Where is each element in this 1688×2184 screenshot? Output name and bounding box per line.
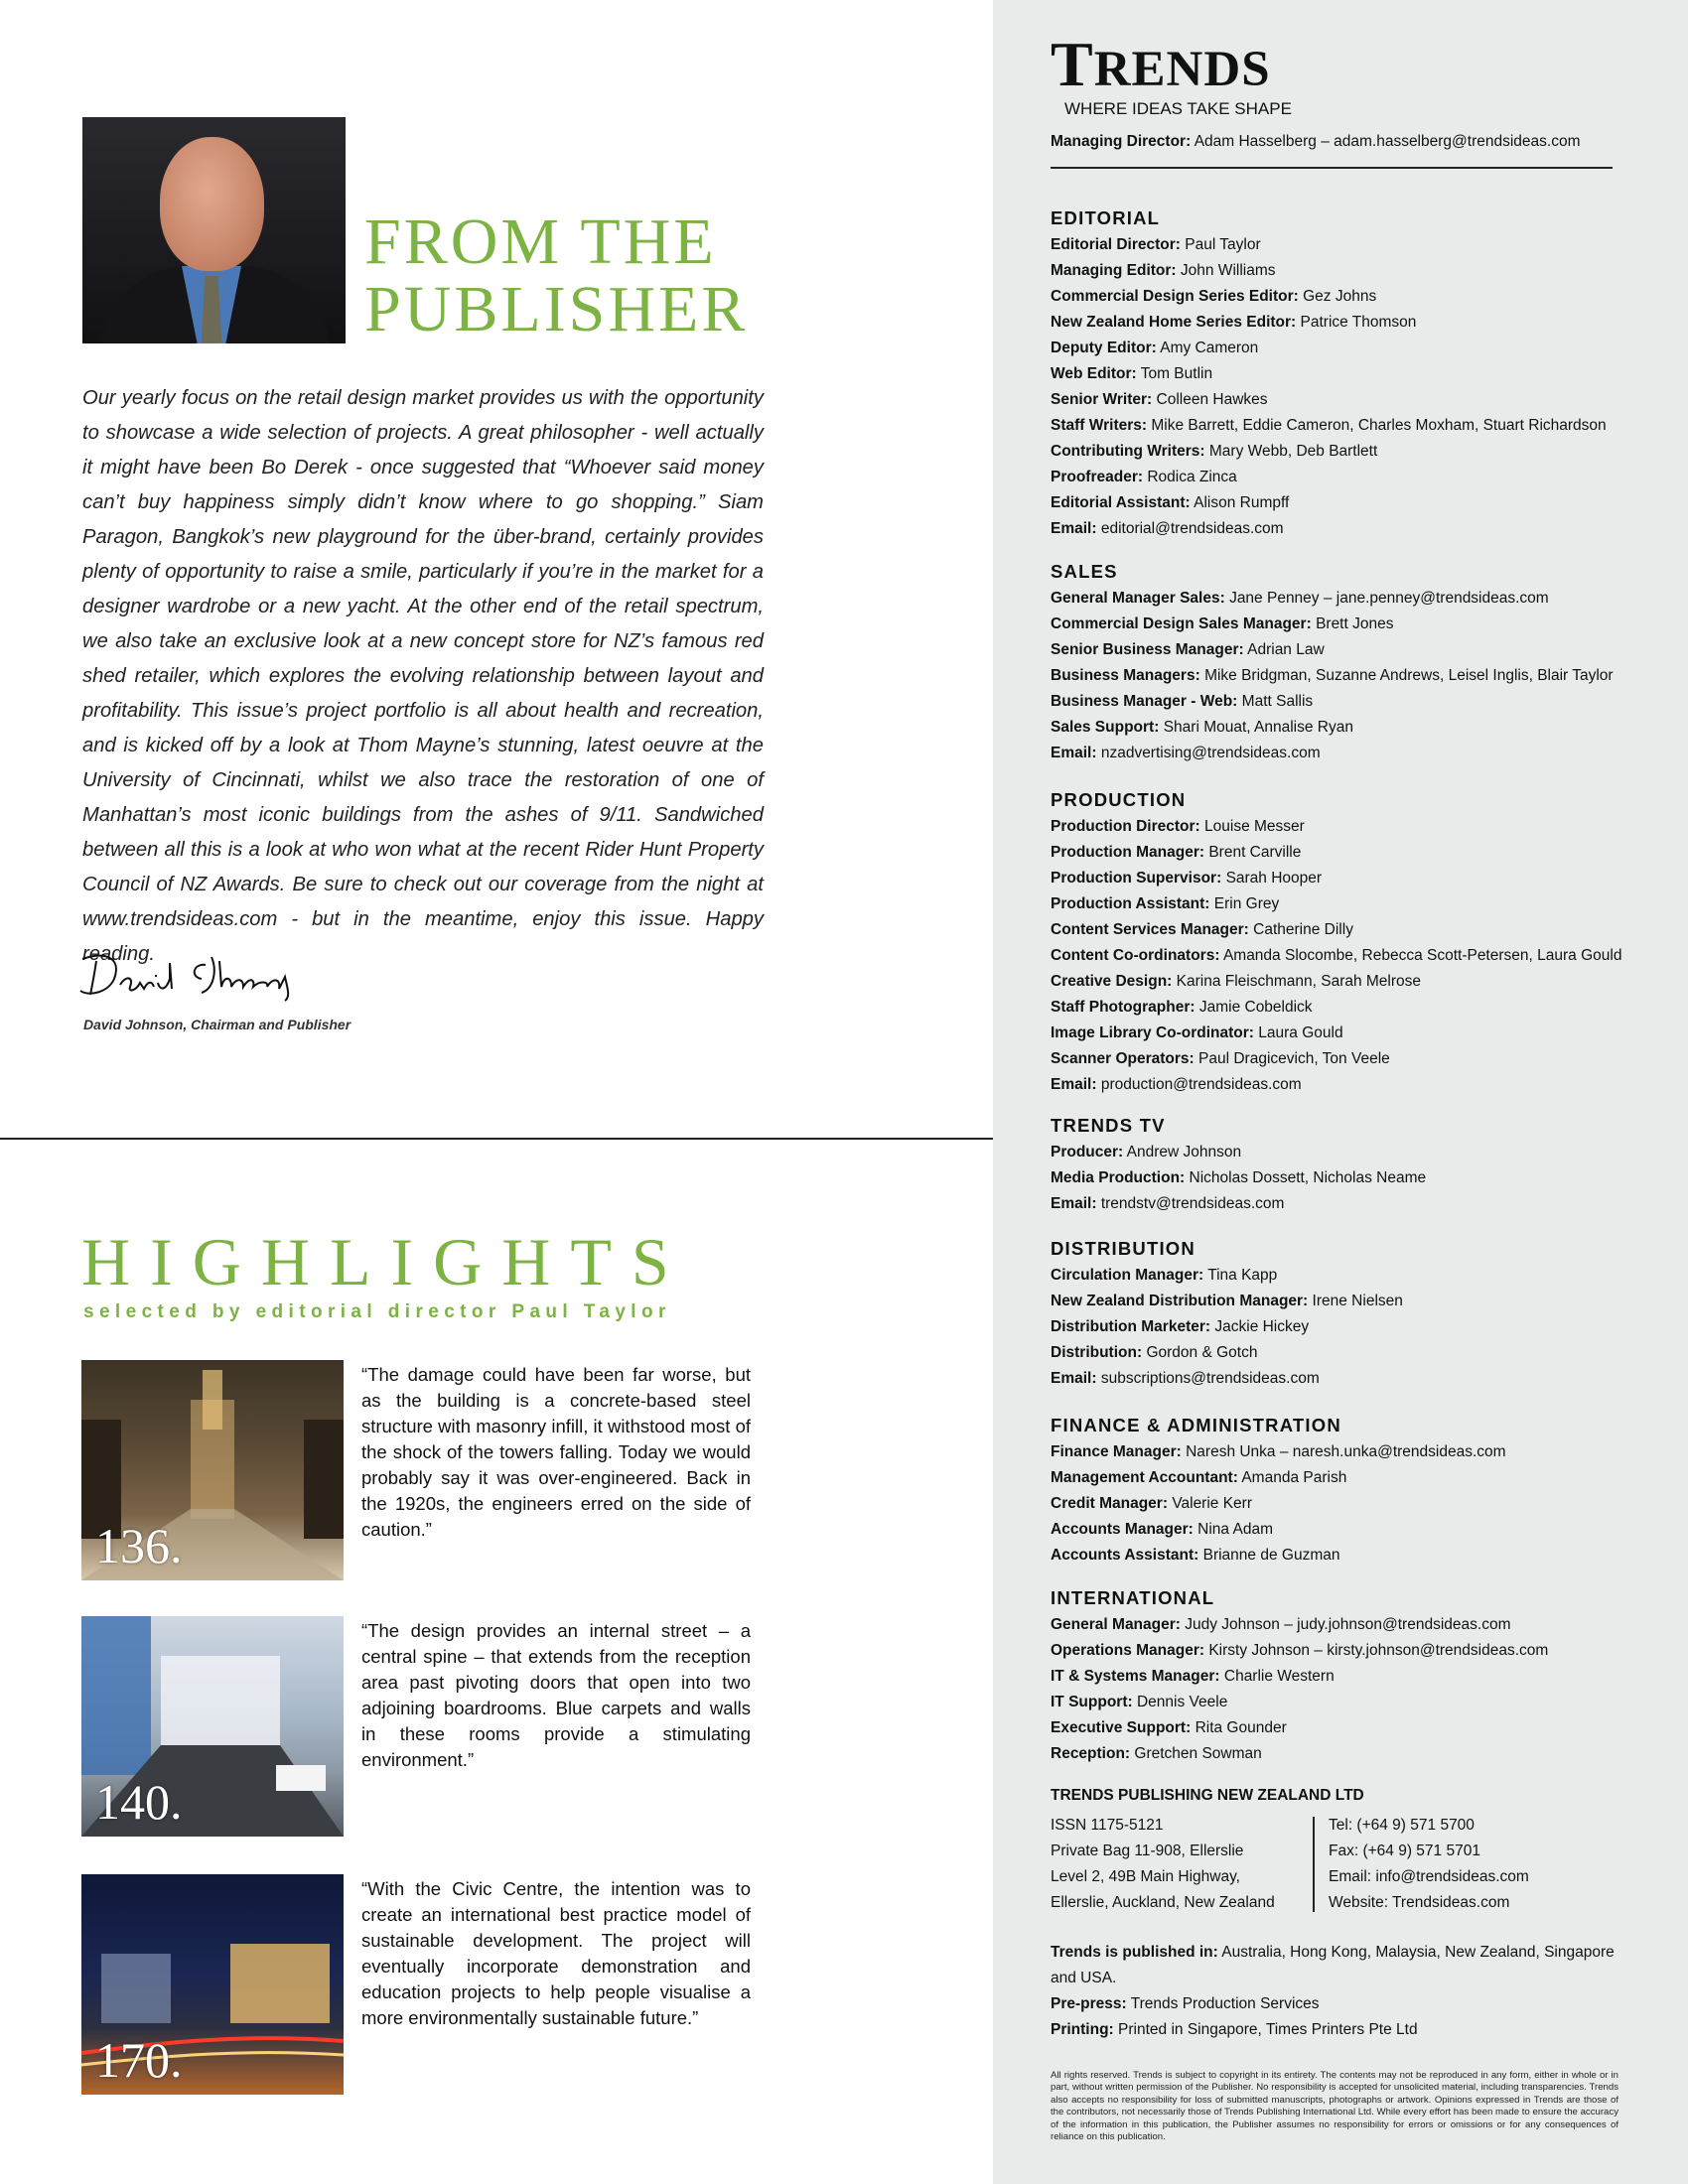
row-value: Jackie Hickey — [1214, 1318, 1310, 1335]
row-value: Gordon & Gotch — [1146, 1344, 1258, 1361]
masthead-row — [1051, 715, 1646, 741]
row-label: Web Editor: — [1051, 365, 1137, 382]
masthead-row — [1051, 1289, 1646, 1314]
row-value: editorial@trendsideas.com — [1100, 520, 1284, 537]
row-value: Paul Dragicevich, Ton Veele — [1198, 1050, 1390, 1067]
section-heading: TRENDS TV — [1051, 1115, 1166, 1136]
address-line: Ellerslie, Auckland, New Zealand — [1051, 1894, 1275, 1911]
row-label: Commercial Design Sales Manager: — [1051, 615, 1312, 632]
masthead-row — [1051, 814, 1646, 840]
row-value: trendstv@trendsideas.com — [1100, 1195, 1285, 1212]
highlights-title: HIGHLIGHTS — [81, 1224, 689, 1299]
row-label: Staff Photographer: — [1051, 999, 1196, 1016]
contact-line: Email: info@trendsideas.com — [1329, 1868, 1529, 1885]
publication-info — [1051, 1940, 1617, 2043]
masthead-row — [1051, 917, 1646, 943]
row-label: Deputy Editor: — [1051, 340, 1157, 356]
section-heading: INTERNATIONAL — [1051, 1587, 1215, 1608]
highlights-subtitle: selected by editorial director Paul Taylor — [83, 1301, 671, 1322]
row-label: Senior Writer: — [1051, 391, 1153, 408]
row-value: Gez Johns — [1303, 288, 1377, 305]
masthead-row — [1051, 439, 1646, 465]
title-line-1: FROM THE — [364, 205, 717, 278]
section-heading: DISTRIBUTION — [1051, 1238, 1196, 1259]
masthead-row — [1051, 995, 1646, 1021]
row-label: Editorial Assistant: — [1051, 494, 1191, 511]
masthead-row — [1051, 1046, 1646, 1072]
masthead-row — [1051, 866, 1646, 891]
highlight-quote: “With the Civic Centre, the intention was to create an international best practice model of sustainable development. The project will eventually incorporate demonstration and education projects to help people visualise a more environmentally sustainable future.” — [361, 1878, 751, 2028]
masthead-row — [1051, 663, 1646, 689]
masthead-row — [1051, 1140, 1646, 1165]
masthead-row — [1051, 689, 1646, 715]
masthead-rule — [1051, 167, 1613, 169]
row-label: Content Services Manager: — [1051, 921, 1249, 938]
highlight-quote: “The design provides an internal street – a central spine – that extends from the reception area past pivoting doors that open into two adjoining boardrooms. Blue carpets and walls in these rooms provide a stimulating environment.” — [361, 1620, 751, 1770]
row-label: Production Manager: — [1051, 844, 1205, 861]
row-value: Alison Rumpff — [1194, 494, 1290, 511]
row-label: Production Assistant: — [1051, 895, 1210, 912]
masthead-row — [1051, 1191, 1646, 1217]
masthead-row — [1051, 1314, 1646, 1340]
row-label: Senior Business Manager: — [1051, 641, 1244, 658]
row-value: Charlie Western — [1223, 1668, 1335, 1685]
highlight-thumbnail[interactable] — [81, 1616, 344, 1837]
row-label: Managing Editor: — [1051, 262, 1177, 279]
masthead-section-distribution — [1051, 1237, 1646, 1392]
masthead-row — [1051, 1491, 1646, 1517]
row-value: Catherine Dilly — [1253, 921, 1353, 938]
publisher-signature — [74, 941, 372, 1003]
row-value: Louise Messer — [1204, 818, 1305, 835]
row-value: Colleen Hawkes — [1156, 391, 1268, 408]
masthead-row — [1051, 586, 1646, 612]
row-label: Executive Support: — [1051, 1719, 1192, 1736]
row-label: Production Director: — [1051, 818, 1200, 835]
row-value: Andrew Johnson — [1126, 1144, 1242, 1160]
masthead-row — [1051, 1021, 1646, 1046]
masthead-row — [1051, 969, 1646, 995]
row-label: Email: — [1051, 520, 1097, 537]
row-label: Editorial Director: — [1051, 236, 1181, 253]
row-value: Judy Johnson – judy.johnson@trendsideas.com — [1185, 1616, 1511, 1633]
section-divider — [0, 1138, 993, 1140]
masthead-row — [1051, 1439, 1646, 1465]
row-label: Trends is published in: — [1051, 1944, 1218, 1961]
row-value: Nina Adam — [1197, 1521, 1273, 1538]
masthead-row — [1051, 741, 1646, 766]
row-label: New Zealand Distribution Manager: — [1051, 1293, 1309, 1309]
row-label: New Zealand Home Series Editor: — [1051, 314, 1297, 331]
masthead-row — [1051, 637, 1646, 663]
page-number: 170. — [95, 2032, 183, 2088]
page-number: 136. — [95, 1518, 183, 1573]
row-value: Tina Kapp — [1207, 1267, 1278, 1284]
logo-rest: RENDS — [1093, 42, 1271, 97]
contact-line: Fax: (+64 9) 571 5701 — [1329, 1843, 1480, 1859]
row-value: Rodica Zinca — [1147, 469, 1237, 485]
signature-caption: David Johnson, Chairman and Publisher — [83, 1017, 352, 1032]
row-value: Amy Cameron — [1160, 340, 1259, 356]
masthead-section-editorial — [1051, 206, 1646, 542]
row-value: Mary Webb, Deb Bartlett — [1208, 443, 1378, 460]
section-heading: PRODUCTION — [1051, 789, 1187, 810]
masthead-row — [1051, 258, 1646, 284]
published-in — [1051, 1940, 1617, 1991]
row-value: Amanda Slocombe, Rebecca Scott-Petersen, Laura Gould — [1222, 947, 1622, 964]
masthead-row — [1051, 1638, 1646, 1664]
masthead-section-production — [1051, 788, 1646, 1098]
row-value: Australia, Hong Kong, Malaysia, New Zealand, Singapore and USA. — [1051, 1944, 1615, 1986]
highlight-item[interactable] — [81, 1874, 767, 2097]
row-label: Credit Manager: — [1051, 1495, 1168, 1512]
row-label: Production Supervisor: — [1051, 870, 1222, 887]
row-value: Tom Butlin — [1140, 365, 1213, 382]
row-label: Distribution: — [1051, 1344, 1143, 1361]
row-label: Accounts Manager: — [1051, 1521, 1194, 1538]
row-label: Managing Director: — [1051, 133, 1192, 150]
masthead-row — [1051, 361, 1646, 387]
row-value: Mike Barrett, Eddie Cameron, Charles Moxham, Stuart Richardson — [1151, 417, 1607, 434]
row-value: Shari Mouat, Annalise Ryan — [1163, 719, 1353, 736]
row-label: Producer: — [1051, 1144, 1124, 1160]
row-value: Rita Gounder — [1195, 1719, 1287, 1736]
managing-director-line — [1051, 133, 1580, 151]
masthead-row — [1051, 1340, 1646, 1366]
row-value: Brett Jones — [1316, 615, 1394, 632]
row-value: John Williams — [1180, 262, 1276, 279]
address-line: Private Bag 11-908, Ellerslie — [1051, 1843, 1244, 1859]
highlight-quote: “The damage could have been far worse, but as the building is a concrete-based steel structure with masonry infill, it withstood most of the shock of the towers falling. Today we would probably say it was over-engineered. Back in the 1920s, the engineers erred on the side of caution.” — [361, 1364, 751, 1540]
row-value: Dennis Veele — [1136, 1694, 1228, 1710]
highlight-item[interactable] — [81, 1616, 767, 1839]
row-label: Email: — [1051, 1370, 1097, 1387]
address-divider — [1313, 1817, 1315, 1912]
prepress — [1051, 1991, 1617, 2017]
row-value: Trends Production Services — [1130, 1995, 1320, 2012]
row-label: Commercial Design Series Editor: — [1051, 288, 1299, 305]
section-heading: FINANCE & ADMINISTRATION — [1051, 1415, 1341, 1435]
row-label: Image Library Co-ordinator: — [1051, 1024, 1254, 1041]
row-label: Email: — [1051, 1076, 1097, 1093]
masthead-row — [1051, 1612, 1646, 1638]
masthead-section-sales — [1051, 560, 1646, 766]
masthead-row — [1051, 284, 1646, 310]
row-value: Brent Carville — [1208, 844, 1302, 861]
masthead-row — [1051, 1165, 1646, 1191]
masthead-row — [1051, 1465, 1646, 1491]
row-label: Sales Support: — [1051, 719, 1160, 736]
logo-initial: T — [1051, 29, 1094, 99]
row-label: Reception: — [1051, 1745, 1131, 1762]
masthead-row — [1051, 465, 1646, 490]
row-value: Adrian Law — [1247, 641, 1325, 658]
contact-line: Website: Trendsideas.com — [1329, 1894, 1510, 1911]
row-value: Naresh Unka – naresh.unka@trendsideas.com — [1186, 1443, 1506, 1460]
masthead-row — [1051, 891, 1646, 917]
masthead-section-trends-tv — [1051, 1114, 1646, 1217]
row-value: Mike Bridgman, Suzanne Andrews, Leisel Inglis, Blair Taylor — [1204, 667, 1614, 684]
row-value: Adam Hasselberg – adam.hasselberg@trendsideas.com — [1194, 133, 1581, 150]
row-label: Circulation Manager: — [1051, 1267, 1204, 1284]
row-value: Printed in Singapore, Times Printers Pte Ltd — [1118, 2021, 1418, 2038]
company-address — [1051, 1813, 1275, 1916]
tagline: WHERE IDEAS TAKE SHAPE — [1064, 99, 1292, 118]
row-value: Gretchen Sowman — [1134, 1745, 1262, 1762]
row-value: Amanda Parish — [1241, 1469, 1347, 1486]
row-value: production@trendsideas.com — [1100, 1076, 1302, 1093]
row-value: Irene Nielsen — [1312, 1293, 1403, 1309]
title-line-2: PUBLISHER — [364, 273, 749, 345]
row-label: Operations Manager: — [1051, 1642, 1205, 1659]
address-line: Level 2, 49B Main Highway, — [1051, 1868, 1240, 1885]
from-the-publisher-title — [364, 205, 749, 345]
masthead-row — [1051, 1664, 1646, 1690]
row-label: General Manager Sales: — [1051, 590, 1225, 607]
address-line: ISSN 1175-5121 — [1051, 1817, 1164, 1834]
masthead-row — [1051, 1517, 1646, 1543]
row-label: Staff Writers: — [1051, 417, 1148, 434]
row-label: Accounts Assistant: — [1051, 1547, 1199, 1564]
masthead-row — [1051, 612, 1646, 637]
row-value: Karina Fleischmann, Sarah Melrose — [1176, 973, 1422, 990]
masthead-row — [1051, 1072, 1646, 1098]
row-value: Patrice Thomson — [1300, 314, 1417, 331]
row-value: Brianne de Guzman — [1202, 1547, 1340, 1564]
contact-line: Tel: (+64 9) 571 5700 — [1329, 1817, 1475, 1834]
row-label: Creative Design: — [1051, 973, 1173, 990]
row-label: Email: — [1051, 1195, 1097, 1212]
masthead-row — [1051, 840, 1646, 866]
trends-logo — [1051, 30, 1271, 104]
row-label: Proofreader: — [1051, 469, 1144, 485]
row-label: Business Managers: — [1051, 667, 1200, 684]
company-name: TRENDS PUBLISHING NEW ZEALAND LTD — [1051, 1787, 1364, 1804]
row-value: Jane Penney – jane.penney@trendsideas.com — [1229, 590, 1549, 607]
row-value: Matt Sallis — [1241, 693, 1314, 710]
highlight-thumbnail[interactable] — [81, 1360, 344, 1580]
row-label: Contributing Writers: — [1051, 443, 1205, 460]
masthead-section-finance — [1051, 1414, 1646, 1569]
masthead-row — [1051, 490, 1646, 516]
row-label: Printing: — [1051, 2021, 1114, 2038]
row-value: Erin Grey — [1213, 895, 1280, 912]
page-number: 140. — [95, 1774, 183, 1830]
section-heading: SALES — [1051, 561, 1118, 582]
publisher-letter: Our yearly focus on the retail design market provides us with the opportunity to showcase a wide selection of projects. A great philosopher - well actually it might have been Bo Derek - once suggested that “Whoever said money can’t buy happiness simply didn’t know where to go shopping.” Siam Paragon, Bangkok’s new playground for the über-brand, certainly provides plenty of opportunity to raise a smile, particularly if you’re in the market for a designer wardrobe or a new yacht. At the other end of the retail spectrum, we also take an exclusive look at a new concept store for NZ’s famous red shed retailer, which explores the evolving relationship between layout and profitability. This issue’s project portfolio is all about health and recreation, and is kicked off by a look at Thom Mayne’s stunning, latest oeuvre at the University of Cincinnati, whilst we also trace the restoration of one of Manhattan’s most iconic buildings from the ashes of 9/11. Sandwiched between all this is a look at who won what at the recent Rider Hunt Property Council of NZ Awards. Be sure to check out our coverage from the night at www.trendsideas.com - but in the meantime, enjoy this issue. Happy reading. — [82, 387, 764, 965]
highlight-item[interactable] — [81, 1360, 767, 1582]
row-label: General Manager: — [1051, 1616, 1181, 1633]
row-label: Management Accountant: — [1051, 1469, 1238, 1486]
masthead-row — [1051, 516, 1646, 542]
row-label: IT Support: — [1051, 1694, 1133, 1710]
masthead-row — [1051, 1715, 1646, 1741]
masthead-row — [1051, 310, 1646, 336]
row-value: Jamie Cobeldick — [1198, 999, 1313, 1016]
row-value: Nicholas Dossett, Nicholas Neame — [1189, 1169, 1427, 1186]
masthead-row — [1051, 943, 1646, 969]
row-value: Valerie Kerr — [1172, 1495, 1252, 1512]
row-label: Media Production: — [1051, 1169, 1186, 1186]
row-label: Business Manager - Web: — [1051, 693, 1238, 710]
section-heading: EDITORIAL — [1051, 207, 1161, 228]
masthead-row — [1051, 387, 1646, 413]
row-value: Sarah Hooper — [1225, 870, 1323, 887]
masthead-row — [1051, 232, 1646, 258]
row-value: Paul Taylor — [1185, 236, 1261, 253]
row-value: Kirsty Johnson – kirsty.johnson@trendsideas.com — [1208, 1642, 1549, 1659]
row-label: Scanner Operators: — [1051, 1050, 1195, 1067]
publisher-photo — [82, 117, 346, 343]
row-label: Distribution Marketer: — [1051, 1318, 1211, 1335]
masthead-row — [1051, 1690, 1646, 1715]
row-label: IT & Systems Manager: — [1051, 1668, 1220, 1685]
row-label: Email: — [1051, 745, 1097, 761]
masthead-row — [1051, 1543, 1646, 1569]
row-label: Finance Manager: — [1051, 1443, 1182, 1460]
legal-notice: All rights reserved. Trends is subject to copyright in its entirety. The contents may not be reproduced in any form, either in whole or in part, without written permission of the Publisher. No responsibility is accepted for unsolicited material, including transparencies. Trends also accepts no responsibility for loss of submitted manuscripts, photographs or artwork. Opinions expressed in Trends are those of the contributors, not necessarily those of Trends Publishing International Ltd. While every effort has been made to ensure the accuracy of the information in this publication, the Publisher assumes no responsibility for errors or omissions or for any consequences of reliance on this publication. — [1051, 2070, 1618, 2143]
masthead-row — [1051, 413, 1646, 439]
row-value: Laura Gould — [1258, 1024, 1343, 1041]
highlight-thumbnail[interactable] — [81, 1874, 344, 2095]
company-contact — [1329, 1813, 1529, 1916]
row-label: Content Co-ordinators: — [1051, 947, 1220, 964]
masthead-row — [1051, 336, 1646, 361]
printing — [1051, 2017, 1617, 2043]
row-label: Pre-press: — [1051, 1995, 1127, 2012]
masthead-row — [1051, 1741, 1646, 1767]
masthead-row — [1051, 1263, 1646, 1289]
masthead-row — [1051, 1366, 1646, 1392]
row-value: subscriptions@trendsideas.com — [1100, 1370, 1320, 1387]
row-value: nzadvertising@trendsideas.com — [1100, 745, 1321, 761]
masthead-section-international — [1051, 1586, 1646, 1767]
